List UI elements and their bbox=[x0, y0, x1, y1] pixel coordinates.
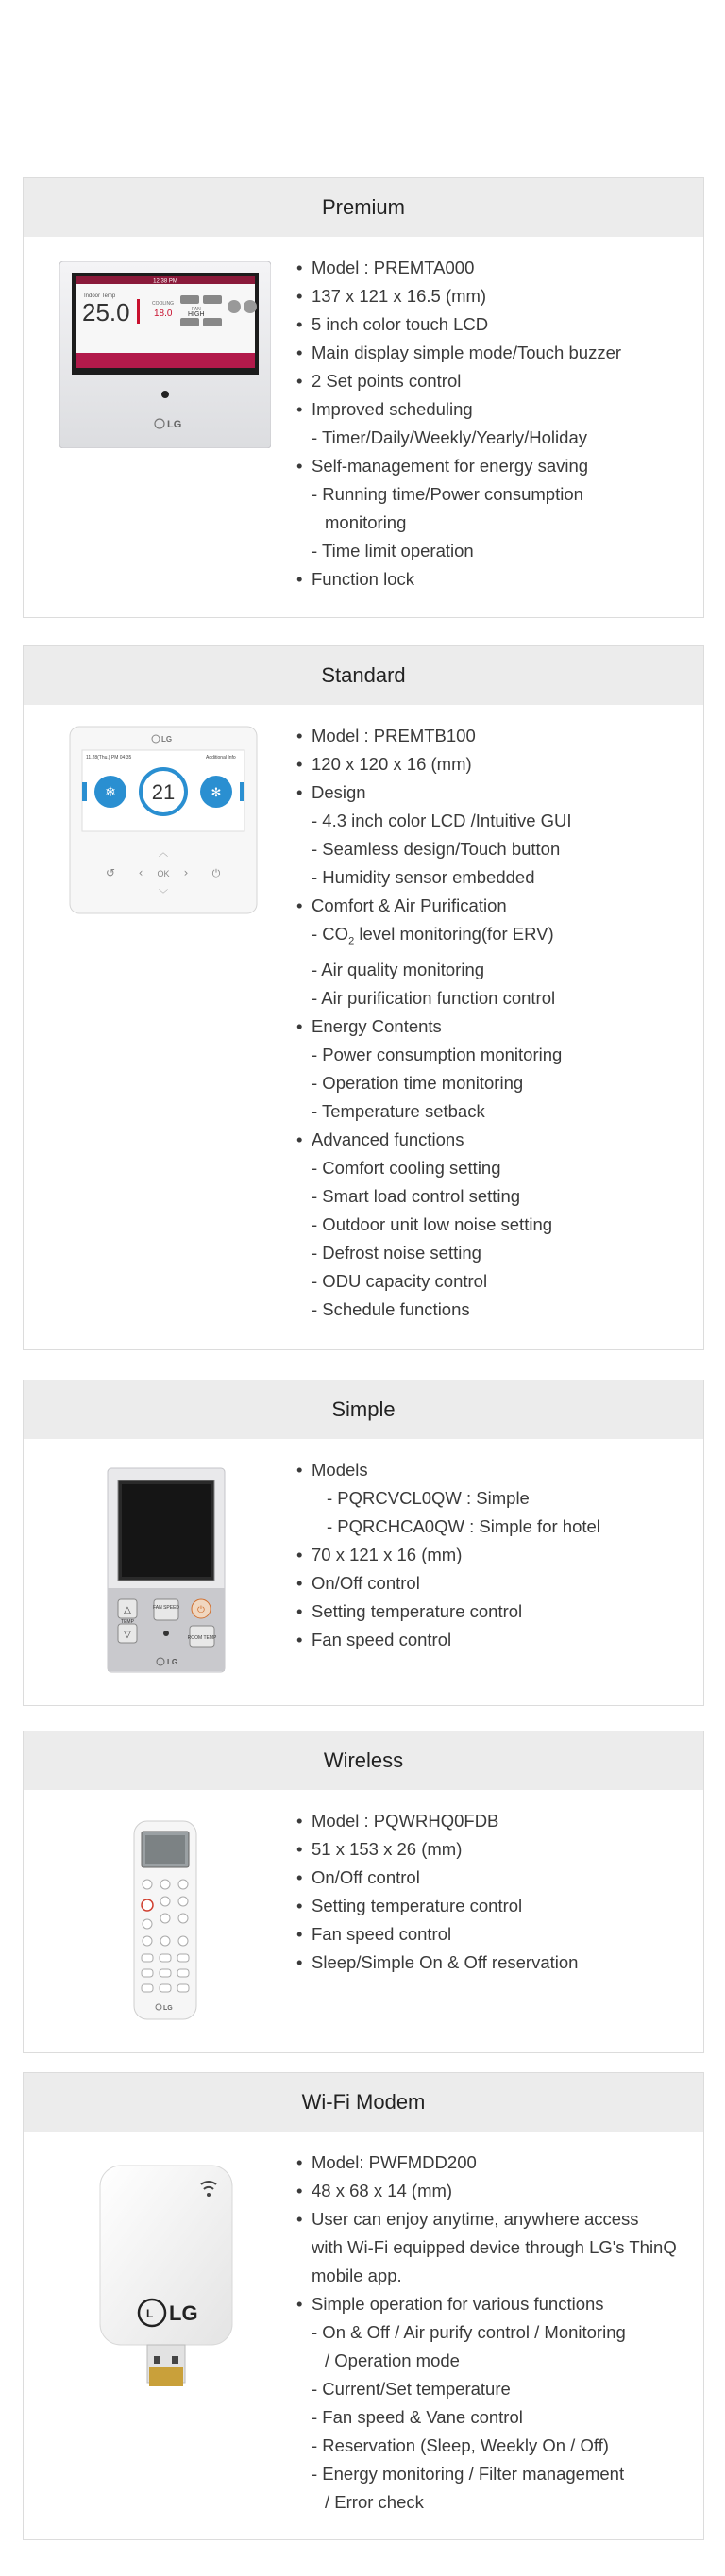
standard-energy-3: - Temperature setback bbox=[312, 1100, 485, 1121]
simple-temp: • Setting temperature control bbox=[296, 1597, 600, 1626]
standard-adv-2: - Smart load control setting bbox=[312, 1185, 521, 1206]
wireless-remote-image bbox=[132, 1820, 198, 2020]
svg-text:✻: ✻ bbox=[211, 786, 222, 800]
wifi-s5b: / Error check bbox=[325, 2492, 424, 2512]
premium-controller-image bbox=[59, 261, 271, 448]
premium-screen-setpoint-label: COOLING bbox=[152, 301, 175, 307]
svg-text:‹: ‹ bbox=[138, 866, 143, 879]
svg-text:︿: ︿ bbox=[159, 848, 168, 859]
wifi-logo: LG bbox=[169, 2301, 198, 2325]
wifi-access-3: mobile app. bbox=[312, 2266, 402, 2285]
standard-adv-4: - Defrost noise setting bbox=[312, 1242, 481, 1263]
wifi-model: • Model: PWFMDD200 bbox=[296, 2149, 677, 2177]
standard-adv-5: - ODU capacity control bbox=[312, 1270, 488, 1291]
wireless-card bbox=[23, 1731, 704, 2053]
wifi-title: Wi-Fi Modem bbox=[24, 2073, 703, 2132]
simple-models: • Models bbox=[296, 1456, 600, 1484]
standard-design: • Design bbox=[296, 778, 572, 807]
wifi-s2: - Current/Set temperature bbox=[312, 2379, 511, 2399]
standard-screen-info: Additional Info bbox=[206, 755, 236, 761]
simple-models-2: - PQRCHCA0QW : Simple for hotel bbox=[327, 1516, 600, 1536]
svg-text:↺: ↺ bbox=[105, 866, 116, 879]
svg-text:△: △ bbox=[124, 1605, 131, 1615]
wireless-logo: LG bbox=[163, 2005, 173, 2012]
standard-spec-list bbox=[296, 722, 572, 1324]
premium-scheduling: • Improved scheduling bbox=[296, 395, 621, 424]
premium-screen-setpoint: 18.0 bbox=[154, 309, 173, 319]
simple-btn-temp: TEMP bbox=[121, 1619, 134, 1625]
standard-energy-1: - Power consumption monitoring bbox=[312, 1044, 563, 1064]
standard-logo: LG bbox=[161, 735, 173, 744]
wifi-access-2: with Wi-Fi equipped device through LG's ThinQ bbox=[312, 2237, 677, 2257]
premium-lcd: • 5 inch color touch LCD bbox=[296, 310, 621, 339]
standard-controller-image bbox=[69, 726, 258, 914]
wireless-title: Wireless bbox=[24, 1731, 703, 1790]
wireless-model: • Model : PQWRHQ0FDB bbox=[296, 1807, 578, 1835]
wifi-access-1: • User can enjoy anytime, anywhere access bbox=[296, 2205, 677, 2233]
svg-text:❄: ❄ bbox=[105, 785, 116, 800]
standard-energy-2: - Operation time monitoring bbox=[312, 1072, 524, 1093]
svg-text:L: L bbox=[146, 2307, 154, 2320]
standard-model: • Model : PREMTB100 bbox=[296, 722, 572, 750]
standard-title: Standard bbox=[24, 646, 703, 705]
wifi-modem-image bbox=[95, 2164, 237, 2394]
standard-screen-ok: OK bbox=[157, 869, 170, 878]
wireless-temp: • Setting temperature control bbox=[296, 1892, 578, 1920]
premium-setpoints: • 2 Set points control bbox=[296, 367, 621, 395]
simple-onoff: • On/Off control bbox=[296, 1569, 600, 1597]
svg-text:▽: ▽ bbox=[124, 1630, 131, 1640]
standard-size: • 120 x 120 x 16 (mm) bbox=[296, 750, 572, 778]
premium-card bbox=[23, 177, 704, 618]
premium-energy-sub1b: monitoring bbox=[325, 512, 407, 532]
premium-screen-time: 12:38 PM bbox=[153, 278, 177, 285]
wifi-s4: - Reservation (Sleep, Weekly On / Off) bbox=[312, 2435, 609, 2455]
premium-logo: LG bbox=[167, 419, 182, 430]
standard-screen-time: 11.28(Thu.) PM 04:35 bbox=[86, 755, 132, 761]
wireless-fan: • Fan speed control bbox=[296, 1920, 578, 1949]
premium-spec-list bbox=[296, 254, 621, 594]
wifi-s5: - Energy monitoring / Filter management bbox=[312, 2464, 625, 2484]
premium-title: Premium bbox=[24, 178, 703, 237]
premium-energy: • Self-management for energy saving bbox=[296, 452, 621, 480]
svg-text:⏻: ⏻ bbox=[197, 1605, 205, 1615]
simple-models-1: - PQRCVCL0QW : Simple bbox=[327, 1488, 530, 1508]
simple-logo: LG bbox=[167, 1658, 178, 1666]
simple-controller-image bbox=[107, 1467, 226, 1673]
svg-text:⏻: ⏻ bbox=[211, 867, 221, 879]
standard-adv-1: - Comfort cooling setting bbox=[312, 1157, 501, 1178]
premium-energy-sub2: - Time limit operation bbox=[312, 541, 474, 560]
standard-comfort-1: - $CO_2$ level monitoring(for ERV) bbox=[312, 924, 554, 947]
premium-screen-fan-label: FAN bbox=[192, 307, 201, 312]
wireless-sleep: • Sleep/Simple On & Off reservation bbox=[296, 1949, 578, 1977]
premium-screen-indoor-label: Indoor Temp bbox=[84, 293, 116, 299]
standard-comfort: • Comfort & Air Purification bbox=[296, 892, 572, 920]
standard-design-1: - 4.3 inch color LCD /Intuitive GUI bbox=[312, 811, 572, 830]
wireless-onoff: • On/Off control bbox=[296, 1864, 578, 1892]
wifi-card bbox=[23, 2072, 704, 2540]
standard-comfort-3: - Air purification function control bbox=[312, 987, 556, 1008]
simple-btn-fan: FAN SPEED bbox=[152, 1605, 180, 1611]
premium-display: • Main display simple mode/Touch buzzer bbox=[296, 339, 621, 367]
wifi-s3: - Fan speed & Vane control bbox=[312, 2407, 523, 2427]
svg-text:›: › bbox=[183, 866, 189, 879]
simple-spec-list bbox=[296, 1456, 600, 1654]
standard-energy: • Energy Contents bbox=[296, 1012, 572, 1041]
premium-screen-temp: 25.0 bbox=[82, 298, 130, 326]
simple-card bbox=[23, 1380, 704, 1706]
standard-adv-6: - Schedule functions bbox=[312, 1298, 470, 1319]
premium-size: • 137 x 121 x 16.5 (mm) bbox=[296, 282, 621, 310]
standard-design-3: - Humidity sensor embedded bbox=[312, 867, 535, 887]
wifi-simple: • Simple operation for various functions bbox=[296, 2290, 677, 2318]
standard-screen-temp: 21 bbox=[151, 780, 176, 804]
premium-screen-fan: HIGH bbox=[188, 311, 205, 318]
simple-title: Simple bbox=[24, 1380, 703, 1439]
standard-design-2: - Seamless design/Touch button bbox=[312, 839, 561, 859]
premium-scheduling-sub: - Timer/Daily/Weekly/Yearly/Holiday bbox=[312, 427, 587, 447]
premium-model: • Model : PREMTA000 bbox=[296, 254, 621, 282]
simple-fan: • Fan speed control bbox=[296, 1626, 600, 1654]
simple-size: • 70 x 121 x 16 (mm) bbox=[296, 1541, 600, 1569]
wireless-spec-list bbox=[296, 1807, 578, 1977]
standard-adv-3: - Outdoor unit low noise setting bbox=[312, 1213, 553, 1234]
svg-text:﹀: ﹀ bbox=[159, 890, 168, 900]
standard-advanced: • Advanced functions bbox=[296, 1126, 572, 1154]
premium-energy-sub1: - Running time/Power consumption bbox=[312, 484, 583, 504]
wifi-s1: - On & Off / Air purify control / Monitoring bbox=[312, 2322, 626, 2342]
standard-card bbox=[23, 645, 704, 1350]
wifi-size: • 48 x 68 x 14 (mm) bbox=[296, 2177, 677, 2205]
wifi-s1b: / Operation mode bbox=[325, 2350, 460, 2370]
standard-comfort-2: - Air quality monitoring bbox=[312, 959, 485, 979]
wireless-size: • 51 x 153 x 26 (mm) bbox=[296, 1835, 578, 1864]
premium-lock: • Function lock bbox=[296, 565, 621, 594]
wifi-spec-list bbox=[296, 2149, 677, 2517]
simple-btn-room: ROOM TEMP bbox=[187, 1635, 217, 1641]
